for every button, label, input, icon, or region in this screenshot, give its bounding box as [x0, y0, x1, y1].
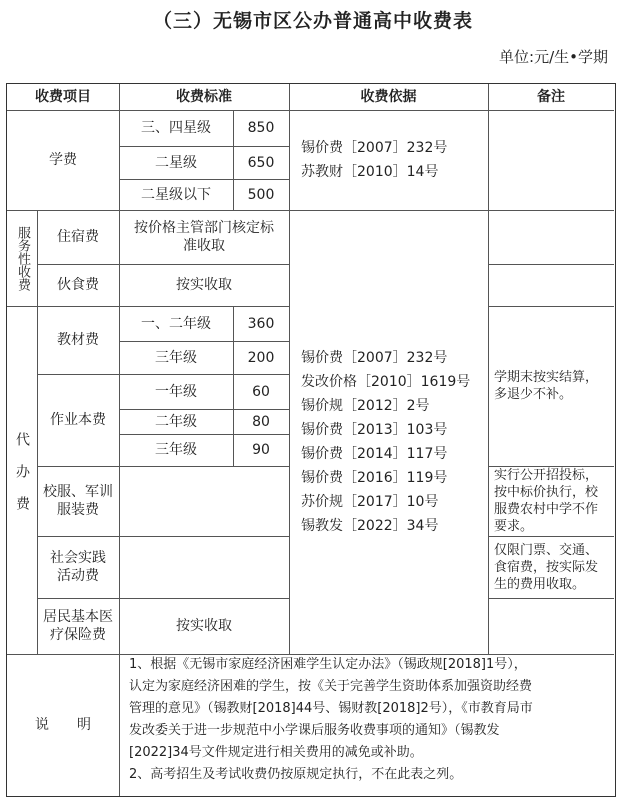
agency-fee-label: 代办费: [14, 432, 30, 528]
uniform-label: 校服、军训服装费: [43, 484, 113, 518]
basis-line: 苏价规［2017］10号: [301, 494, 439, 510]
homework-amount: 60: [252, 383, 270, 400]
agency-basis: [289, 210, 488, 654]
basis-line: 发改价格［2010］1619号: [301, 374, 471, 390]
basis-line: 锡教发［2022］34号: [301, 518, 439, 534]
header-standard: 收费标准: [176, 89, 232, 105]
meals-label: 伙食费: [57, 277, 99, 293]
basis-line: 苏教财［2010］14号: [301, 164, 439, 180]
homework-label: 作业本费: [50, 412, 106, 428]
explanation-line: 1、根据《无锡市家庭经济困难学生认定办法》（锡政规[2018]1号），: [129, 657, 527, 672]
explanation-line: 管理的意见》（锡教财[2018]44号、锡财教[2018]2号），《市教育局市: [129, 701, 533, 716]
explanation-line: 发改委关于进一步规范中小学课后服务收费事项的通知》（锡教发: [129, 723, 500, 738]
header-remark: 备注: [537, 89, 565, 105]
practice-label: 社会实践活动费: [50, 550, 106, 584]
tuition-amount: 850: [247, 120, 275, 136]
meals-standard: 按实收取: [176, 277, 232, 293]
remark-books: 学期末按实结算，多退少不补。: [494, 370, 599, 402]
insurance-label: 居民基本医疗保险费: [43, 609, 113, 643]
explanation-line: [2022]34号文件规定进行相关费用的减免或补助。: [129, 745, 423, 760]
textbook-level: 一、二年级: [141, 315, 211, 332]
homework-amount: 90: [252, 442, 270, 458]
explanation-text: [119, 654, 614, 796]
explanation-label: 说 明: [35, 717, 91, 733]
tuition-level: 二星级: [155, 154, 197, 171]
service-fee-label: 服务性收费: [15, 225, 30, 291]
tuition-label: 学费: [49, 152, 77, 168]
insurance-standard: 按实收取: [176, 618, 232, 634]
basis-line: 锡价规［2012］2号: [301, 398, 430, 414]
lodging-standard: 按价格主管部门核定标准收取: [134, 220, 274, 254]
remark-practice: 仅限门票、交通、食宿费，按实际发生的费用收取。: [494, 542, 599, 592]
page-title: （三）无锡市区公办普通高中收费表: [152, 10, 473, 32]
lodging-label: 住宿费: [57, 229, 99, 245]
homework-amount: 80: [252, 413, 270, 430]
unit-label: 单位:元/生•学期: [499, 48, 608, 66]
basis-line: 锡价费［2014］117号: [301, 446, 448, 462]
homework-level: 一年级: [155, 383, 197, 400]
tuition-amount: 500: [247, 186, 275, 203]
textbook-label: 教材费: [57, 332, 99, 348]
basis-line: 锡价费［2007］232号: [301, 140, 448, 156]
basis-line: 锡价费［2016］119号: [301, 470, 448, 486]
basis-line: 锡价费［2013］103号: [301, 422, 448, 438]
tuition-amount: 650: [247, 154, 275, 171]
header-item: 收费项目: [35, 89, 91, 105]
explanation-line: 认定为家庭经济困难的学生，按《关于完善学生资助体系加强资助经费: [129, 679, 533, 694]
tuition-level: 二星级以下: [141, 186, 211, 203]
basis-line: 锡价费［2007］232号: [301, 350, 448, 366]
explanation-line: 2、高考招生及考试收费仍按原规定执行，不在此表之列。: [129, 767, 463, 782]
textbook-amount: 360: [247, 315, 275, 332]
textbook-level: 三年级: [155, 349, 197, 366]
tuition-basis: [289, 110, 488, 210]
remark-uniform: 实行公开招投标，按中标价执行，校服费农村中学不作要求。: [494, 468, 599, 534]
fee-table: [6, 83, 616, 797]
homework-level: 二年级: [155, 413, 197, 430]
homework-level: 三年级: [155, 442, 197, 458]
textbook-amount: 200: [247, 349, 275, 366]
tuition-level: 三、四星级: [141, 120, 211, 136]
header-basis: 收费依据: [360, 89, 417, 105]
